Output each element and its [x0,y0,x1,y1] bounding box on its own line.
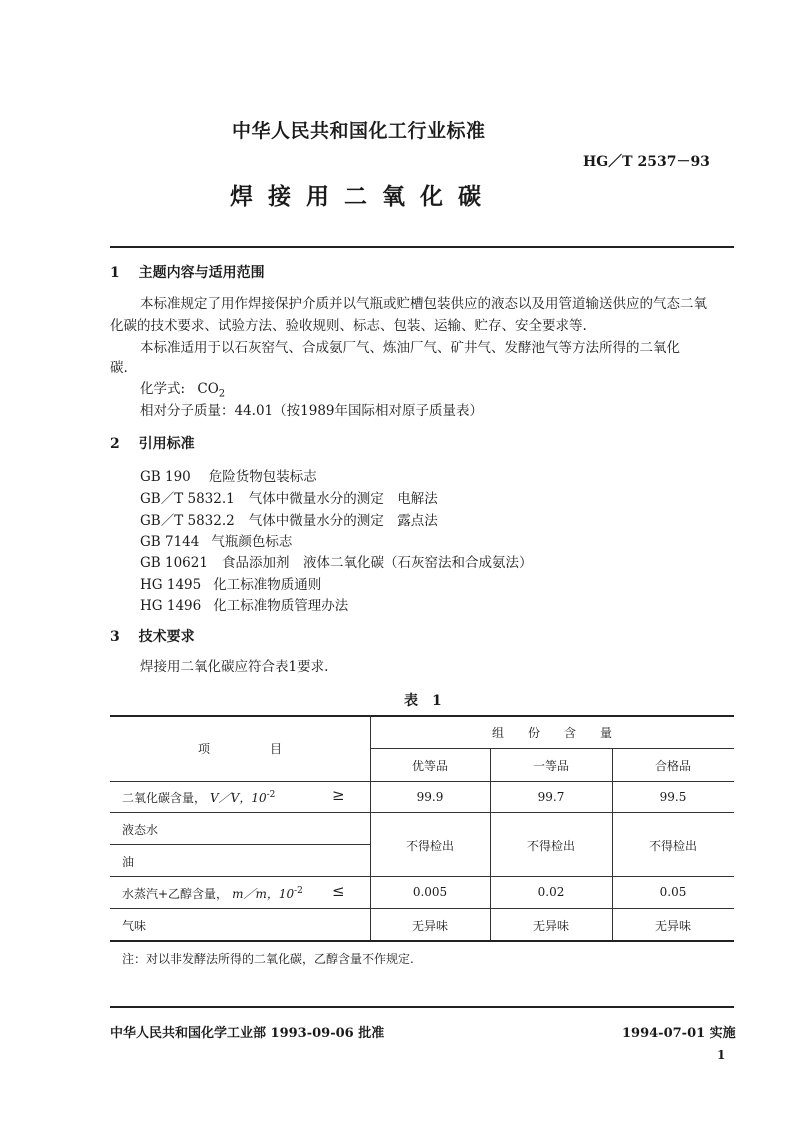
table-rule [110,812,734,813]
section-3-heading [110,626,195,646]
reference-code: GB 10621 [140,555,208,571]
effective-date: 1994-07-01 实施 [622,1026,736,1041]
reference-item [140,509,438,529]
table-rule [110,876,734,877]
table-caption: 表 1 [404,693,442,709]
standard-code: HG／T 2537－93 [583,154,710,170]
reference-code: HG 1496 [140,598,202,614]
table-row-label: 二氧化碳含量， V／V，$10^{-2}$ [122,790,276,805]
table-note: 注：对以非发酵法所得的二氧化碳，乙醇含量不作规定. [122,952,414,966]
reference-item [140,594,348,614]
reference-title: 气瓶颜色标志 [211,534,293,550]
table-header-grade: 一等品 [532,759,569,773]
header-divider [110,246,734,248]
table-bottom-rule [110,940,734,942]
standard-organization: 中华人民共和国化工行业标准 [232,120,486,142]
footer-divider [110,1006,734,1008]
section-title: 技术要求 [138,629,195,645]
table-cell: 不得检出 [405,839,454,853]
table-cell: 无异味 [654,919,691,933]
reference-title: 气体中微量水分的测定 露点法 [248,513,438,529]
table-cell: 0.02 [537,885,565,899]
reference-code: GB 190 [140,469,191,485]
section-number: 3 [110,629,120,645]
section-number: 1 [110,265,120,281]
reference-code: GB／T 5832.1 [140,491,235,507]
section-2-heading [110,433,195,453]
table-column-rule [370,715,371,940]
reference-title: 化工标准物质管理办法 [213,598,349,614]
table-cell: 不得检出 [526,839,575,853]
table-cell: 无异味 [411,919,448,933]
reference-title: 气体中微量水分的测定 电解法 [248,491,438,507]
table-header-grade: 优等品 [411,759,448,773]
page-number: 1 [717,1048,726,1062]
table-header-item: 项 目 [197,742,282,756]
reference-title: 食品添加剂 液体二氧化碳（石灰窑法和合成氨法） [221,555,533,571]
formula-label: 化学式: [140,381,186,397]
operator-symbol: ≥ [332,786,345,804]
reference-item [140,573,321,593]
table-cell: 0.05 [659,885,687,899]
table-header-grade: 合格品 [654,759,691,773]
document-title: 焊接用二氧化碳 [230,183,496,210]
table-row-label: 气味 [122,919,147,933]
section-1-para-1-line-2: 化碳的技术要求、试验方法、验收规则、标志、包装、运输、贮存、安全要求等. [110,318,587,334]
table-rule [370,748,734,749]
section-1-heading [110,262,265,282]
table-row-label: 水蒸汽+乙醇含量， m／m，$10^{-2}$ [122,886,303,901]
table-cell: 99.7 [537,790,565,804]
table-cell: 无异味 [532,919,569,933]
reference-code: GB 7144 [140,534,200,550]
reference-title: 危险货物包装标志 [208,469,317,485]
table-row-label: 液态水 [122,823,159,837]
reference-title: 化工标准物质通则 [213,577,322,593]
molecular-mass: 相对分子质量：44.01（按1989年国际相对原子质量表） [140,403,484,419]
table-rule [110,908,734,909]
reference-item [140,487,438,507]
section-1-para-2-line-1: 本标准适用于以石灰窑气、合成氨厂气、炼油厂气、矿井气、发酵池气等方法所得的二氧化 [140,340,680,356]
table-top-rule [110,715,734,717]
table-cell: 0.005 [412,885,448,899]
section-1-para-2-line-2: 碳. [110,360,128,376]
reference-item [140,465,317,485]
formula-value: $CO_2$ [197,381,226,400]
table-rule [110,781,734,782]
table-row-label: 油 [122,855,135,869]
approval-line: 中华人民共和国化学工业部 1993-09-06 批准 [110,1026,385,1041]
table-cell: 99.5 [659,790,687,804]
reference-code: GB／T 5832.2 [140,513,235,529]
table-cell: 不得检出 [648,839,697,853]
section-number: 2 [110,436,120,452]
table-rule [110,844,370,845]
section-title: 主题内容与适用范围 [138,265,265,281]
section-title: 引用标准 [138,436,195,452]
section-3-para: 焊接用二氧化碳应符合表1要求. [140,659,329,675]
reference-item [140,530,292,550]
table-cell: 99.9 [416,790,444,804]
section-1-para-1-line-1: 本标准规定了用作焊接保护介质并以气瓶或贮槽包装供应的液态以及用管道输送供应的气态二氧 [140,296,707,312]
reference-item [140,551,532,571]
reference-code: HG 1495 [140,577,202,593]
operator-symbol: ≤ [332,882,345,900]
table-header-group: 组 份 含 量 [491,726,612,740]
